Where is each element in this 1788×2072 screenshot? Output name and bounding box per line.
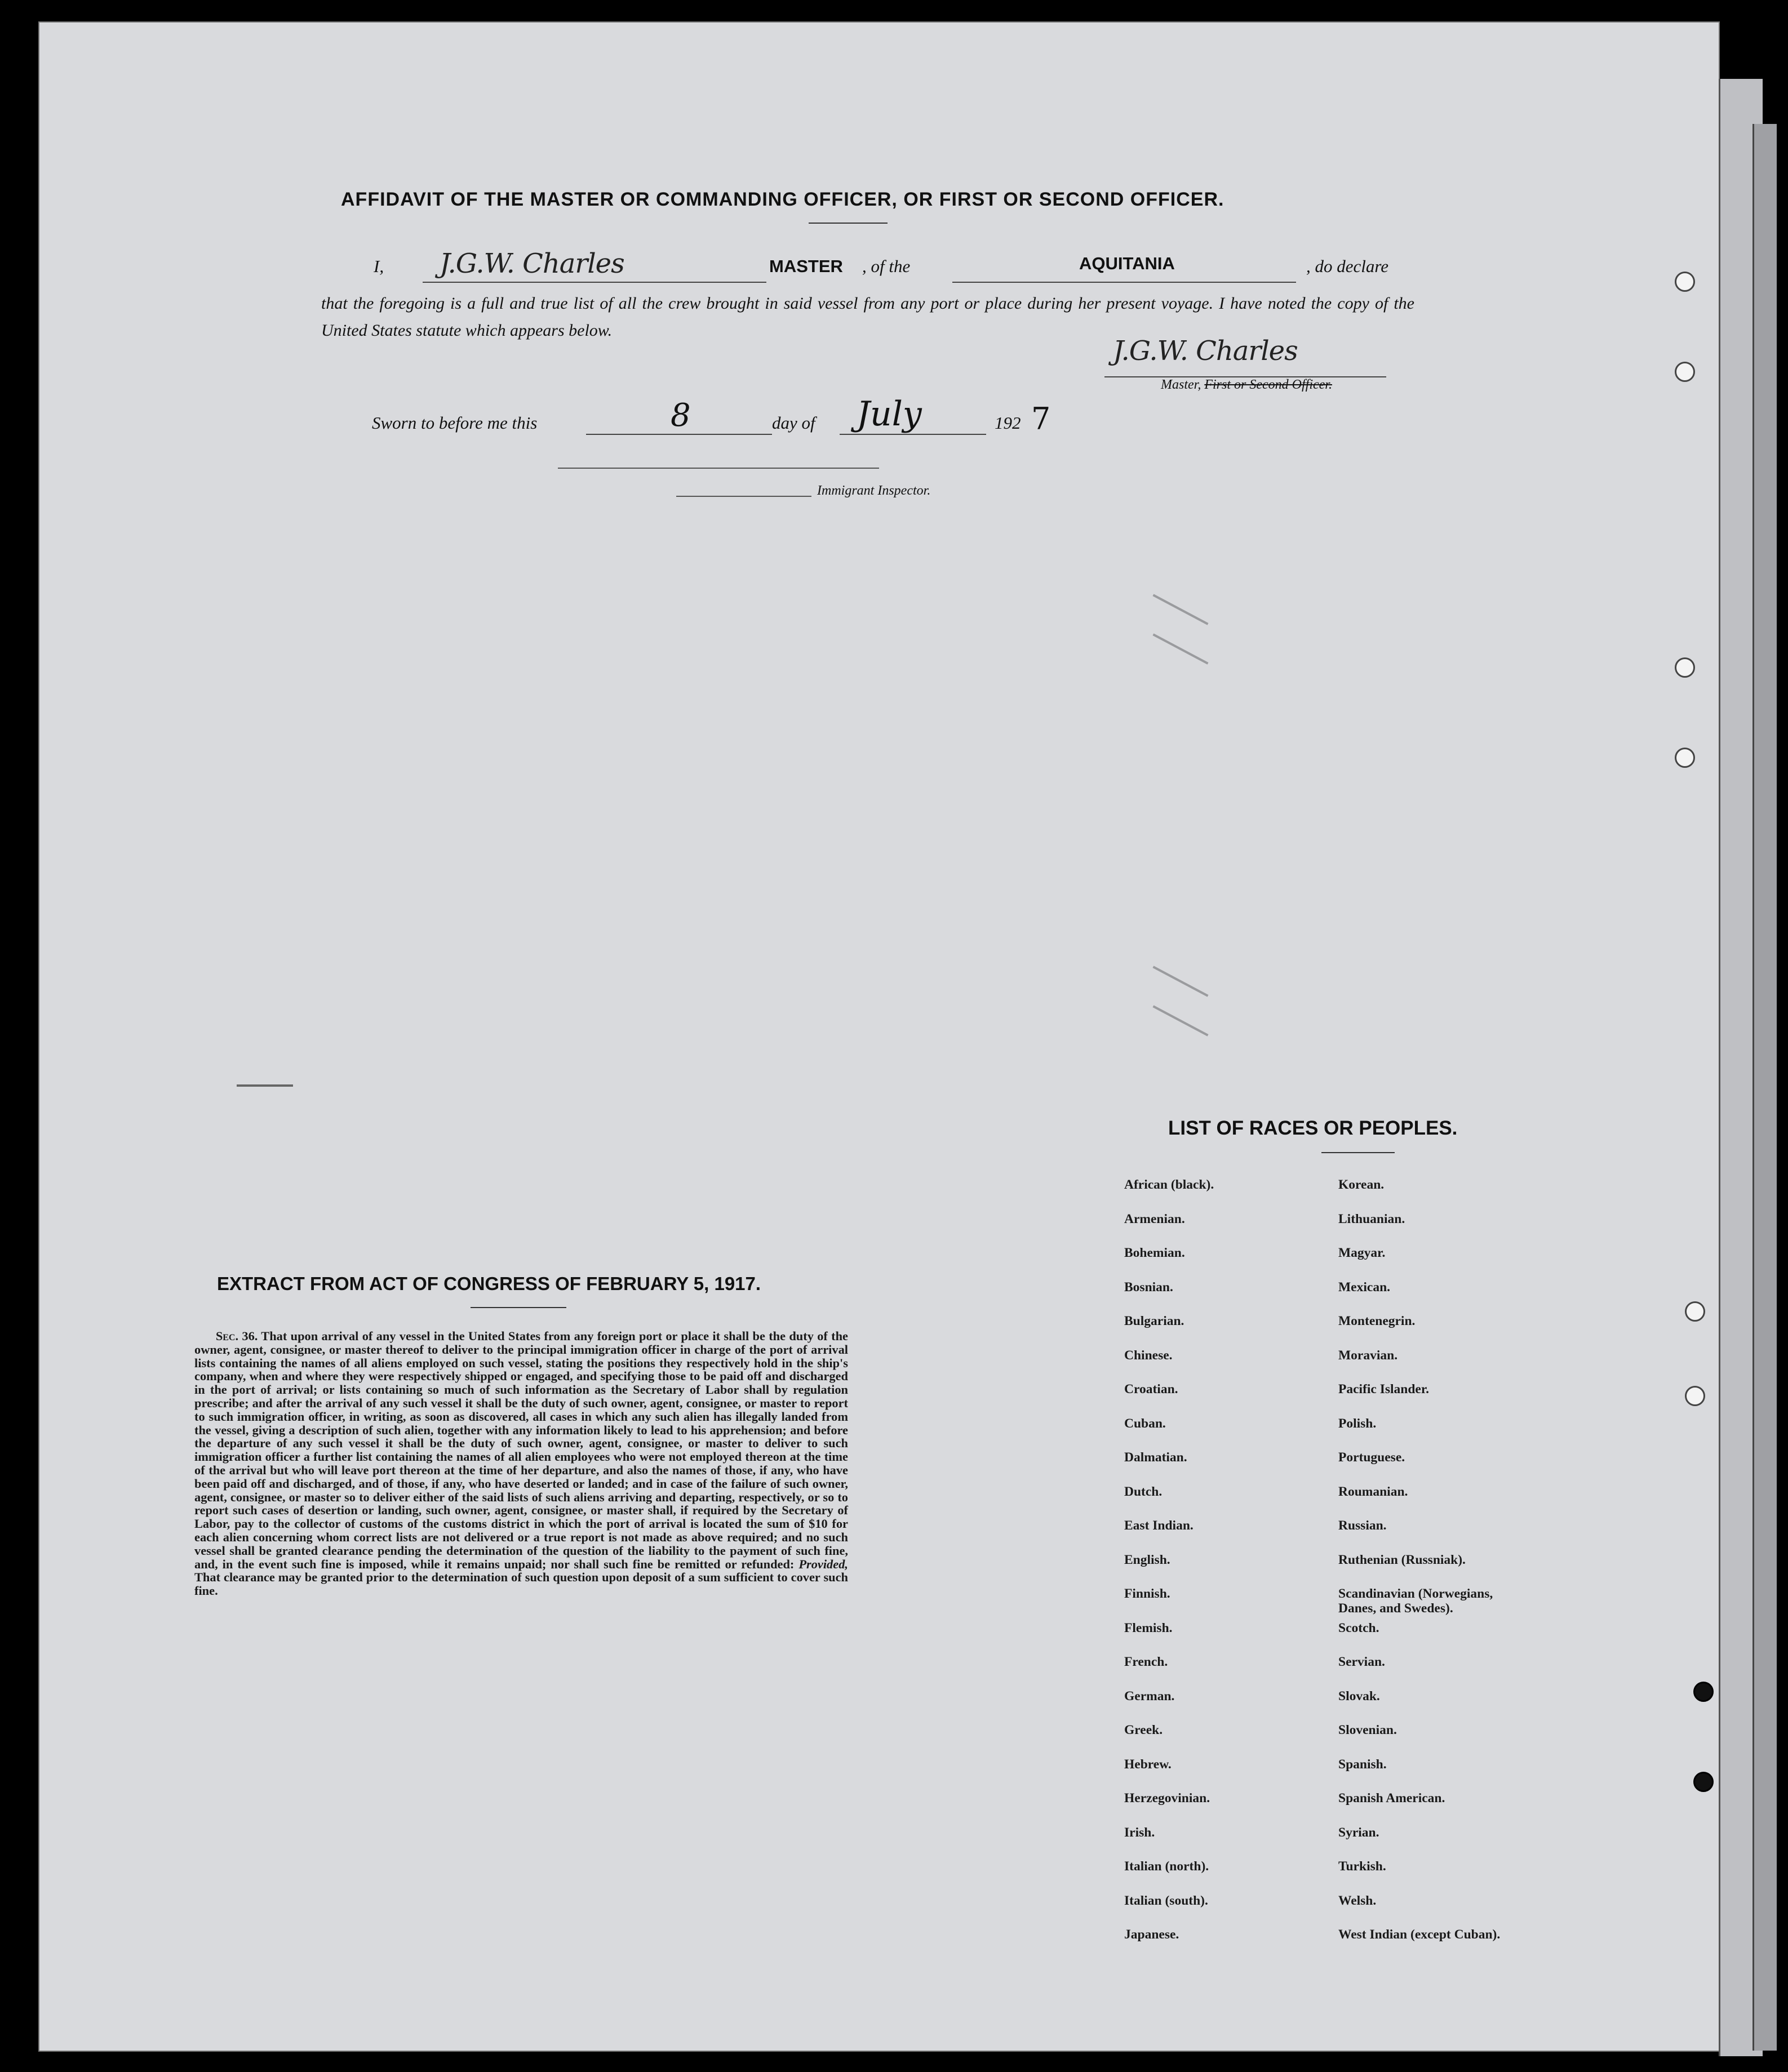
race-item: Spanish. [1338, 1757, 1387, 1772]
race-item: Scotch. [1338, 1620, 1379, 1635]
sworn-label: Sworn to before me this [372, 413, 538, 433]
vessel-name: AQUITANIA [1079, 254, 1175, 273]
title-rule [809, 223, 888, 224]
binder-hole [1675, 748, 1695, 768]
extract-title-rule [471, 1307, 566, 1308]
sworn-month: July [857, 394, 922, 434]
declare-label: , do declare [1306, 256, 1389, 276]
race-item: Welsh. [1338, 1893, 1377, 1908]
race-item: Flemish. [1124, 1620, 1173, 1635]
binder-hole [1675, 272, 1695, 292]
race-item: Syrian. [1338, 1825, 1379, 1840]
inspector-line-2 [676, 496, 811, 497]
race-item: German. [1124, 1688, 1175, 1704]
race-item: Slovak. [1338, 1688, 1380, 1704]
of-the-label: , of the [862, 256, 911, 276]
sworn-day: 8 [671, 397, 691, 434]
race-item: Russian. [1338, 1518, 1387, 1533]
section-label: Sec. 36. [215, 1329, 258, 1343]
race-item: Japanese. [1124, 1927, 1179, 1942]
binder-hole [1675, 362, 1695, 382]
races-title: LIST OF RACES OR PEOPLES. [1168, 1117, 1458, 1139]
race-item: Portuguese. [1338, 1450, 1405, 1465]
section-text-end: That clearance may be granted prior to the determination of such question upon deposit of a sum sufficient to cover such fine. [194, 1570, 848, 1598]
year-prefix: 192 [995, 413, 1021, 433]
race-item: Hebrew. [1124, 1757, 1172, 1772]
affidavit-i-label: I, [374, 256, 384, 276]
race-item: Lithuanian. [1338, 1211, 1405, 1226]
race-item: Spanish American. [1338, 1791, 1445, 1806]
race-item: Chinese. [1124, 1348, 1173, 1363]
race-item: Dalmatian. [1124, 1450, 1187, 1465]
race-item: Pacific Islander. [1338, 1382, 1430, 1397]
affidavit-statement: that the foregoing is a full and true list of all the crew brought in said vessel from any port or place during her present voyage. I have noted the copy of the United States statute which appears below. [321, 294, 1414, 340]
master-signature: J.G.W. Charles [1113, 335, 1298, 367]
race-item: Servian. [1338, 1655, 1385, 1669]
day-blank-line [586, 434, 772, 435]
binder-hole [1685, 1386, 1705, 1406]
race-item: Polish. [1338, 1416, 1377, 1431]
race-item: African (black). [1124, 1177, 1214, 1192]
race-item: Italian (north). [1124, 1859, 1209, 1874]
binder-hole [1675, 657, 1695, 678]
race-item: Bosnian. [1124, 1279, 1173, 1295]
race-item: Bohemian. [1124, 1246, 1185, 1260]
name-blank-line [423, 282, 766, 283]
race-item: Roumanian. [1338, 1484, 1408, 1499]
race-item: Greek. [1124, 1723, 1163, 1737]
race-item: Finnish. [1124, 1586, 1170, 1601]
binder-hole [1693, 1682, 1714, 1702]
master-handwritten-name: J.G.W. Charles [440, 248, 624, 279]
race-item: Bulgarian. [1124, 1314, 1184, 1328]
underlying-page-edge-2 [1752, 124, 1777, 2051]
officer-title-struck: First or Second Officer. [1204, 377, 1332, 392]
race-item: Dutch. [1124, 1484, 1163, 1499]
officer-title [1161, 377, 1332, 393]
race-item: Slovenian. [1338, 1723, 1397, 1737]
extract-body [194, 1330, 848, 1598]
race-item: Turkish. [1338, 1859, 1386, 1874]
binder-hole [1685, 1301, 1705, 1322]
year-suffix: 7 [1031, 401, 1051, 437]
race-item: Herzegovinian. [1124, 1791, 1210, 1806]
affidavit-title: AFFIDAVIT OF THE MASTER OR COMMANDING OFFICER, OR FIRST OR SECOND OFFICER. [341, 189, 1224, 210]
race-item: Cuban. [1124, 1416, 1166, 1431]
race-item: English. [1124, 1552, 1170, 1567]
races-title-rule [1321, 1152, 1395, 1153]
race-item: French. [1124, 1655, 1168, 1669]
provided-label: Provided, [798, 1557, 848, 1571]
race-item: Italian (south). [1124, 1893, 1208, 1908]
inspector-signature-line [558, 468, 879, 469]
race-item: Irish. [1124, 1825, 1155, 1840]
race-item: West Indian (except Cuban). [1338, 1927, 1501, 1942]
race-item: Scandinavian (Norwegians, Danes, and Swedes). [1338, 1586, 1493, 1616]
officer-title-prefix: Master, [1161, 377, 1205, 392]
race-item: Moravian. [1338, 1348, 1398, 1363]
race-item: Armenian. [1124, 1211, 1185, 1226]
day-of-label: day of [772, 413, 815, 433]
race-item: Korean. [1338, 1177, 1385, 1192]
extract-title: EXTRACT FROM ACT OF CONGRESS OF FEBRUARY 5, 1917. [217, 1273, 761, 1294]
inspector-label: Immigrant Inspector. [817, 483, 931, 498]
race-item: East Indian. [1124, 1518, 1194, 1533]
month-blank-line [840, 434, 986, 435]
race-item: Mexican. [1338, 1279, 1391, 1295]
race-item: Croatian. [1124, 1382, 1178, 1397]
vessel-blank-line [952, 282, 1296, 283]
race-item: Ruthenian (Russniak). [1338, 1552, 1466, 1567]
section-text: That upon arrival of any vessel in the United States from any foreign port or place it shall be the duty of the owner, agent, consignee, or master thereof to deliver to the principal immigration officer in charge of the port of arrival lists containing the names of all aliens employed on such vessel, stating the positions they respectively hold in the ship's company, when and where they were respectively shipped or engaged, and specifying those to be paid off and discharged in the port of arrival; or lists containing so much of such information as the Secretary of Labor shall by regulation prescribe; and after the arrival of any such vessel it shall be the duty of such owner, agent, consignee, or master to report to such immigration officer, in writing, as soon as discovered, all cases in which any such alien has illegally landed from the vessel, giving a description of such alien, together with any information likely to lead to his apprehension; and before the departure of any such vessel it shall be the duty of such owner, agent, consignee, or master to deliver to such immigration officer a further list containing the names of all alien employees who were not employed thereon at the time of the arrival but who will leave port thereon at the time of her departure, and also the names of those, if any, who have been paid off and discharged, and of those, if any, who have deserted or landed; and in case of the failure of such owner, agent, consignee, or master so to deliver either of the said lists of such aliens arriving and departing, respectively, or so to report such cases of desertion or landing, such owner, agent, consignee, or master shall, if required by the Secretary of Labor, pay to the collector of customs of the customs district in which the port of arrival is located the sum of $10 for each alien concerning whom correct lists are not delivered or a true report is not made as above required; and no such vessel shall be granted clearance pending the determination of the question of the liability to the payment of such fine, and, in the event such fine is imposed, while it remains unpaid; nor shall such fine be remitted or refunded: [194, 1329, 848, 1571]
master-label: MASTER [769, 256, 843, 276]
binder-hole [1693, 1772, 1714, 1792]
race-item: Magyar. [1338, 1246, 1386, 1260]
race-item: Montenegrin. [1338, 1314, 1416, 1328]
